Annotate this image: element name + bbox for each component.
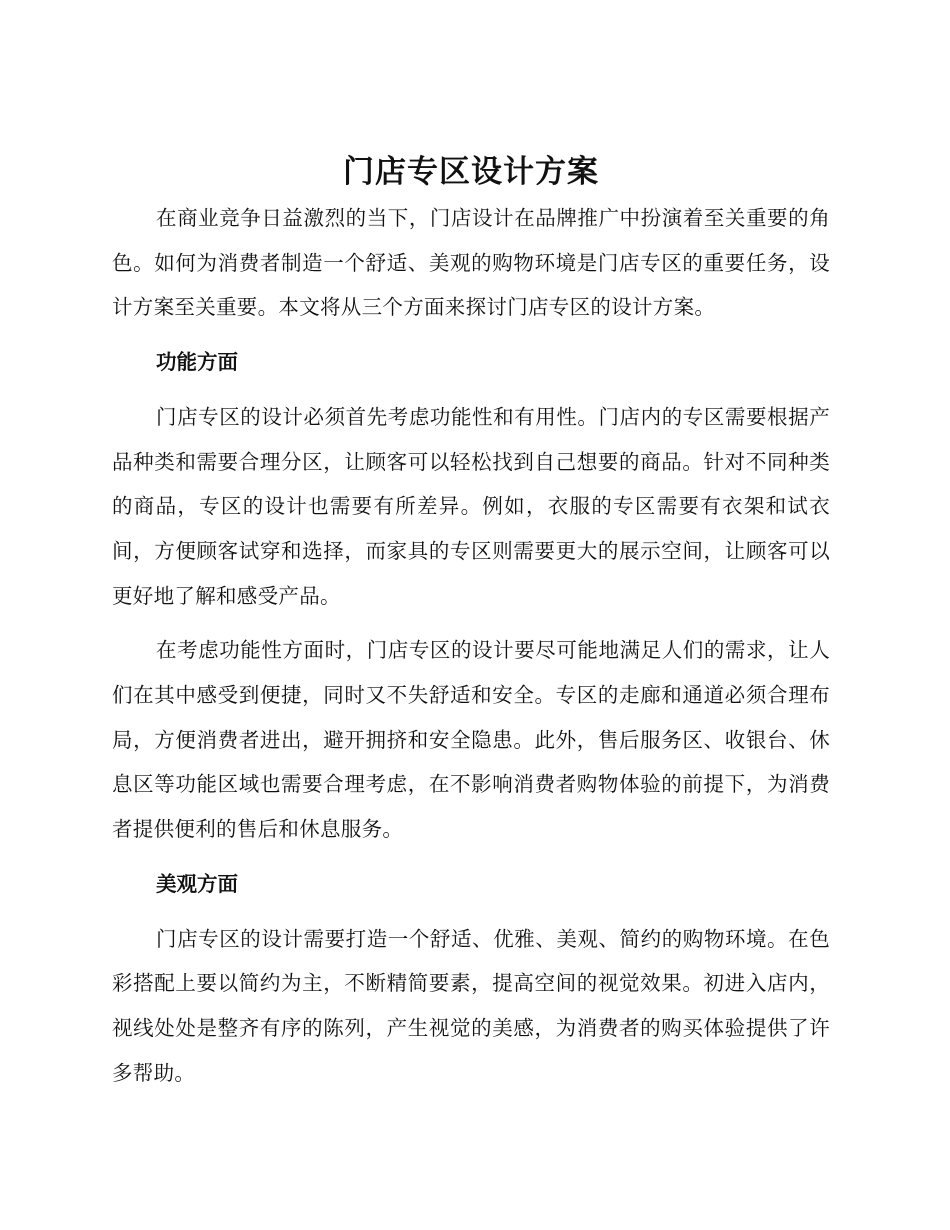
document-page — [112, 148, 830, 1095]
function-paragraph-1: 门店专区的设计必须首先考虑功能性和有用性。门店内的专区需要根据产品种类和需要合理分区，让顾客可以轻松找到自己想要的商品。针对不同种类的商品，专区的设计也需要有所差异。例如，衣服的专区需要有衣架和试衣间，方便顾客试穿和选择，而家具的专区则需要更大的展示空间，让顾客可以更好地了解和感受产品。 — [112, 404, 830, 608]
spacer — [112, 852, 830, 862]
section-heading-function: 功能方面 — [156, 350, 238, 375]
spacer — [112, 907, 830, 917]
spacer — [112, 618, 830, 628]
section-heading-aesthetics: 美观方面 — [156, 871, 238, 896]
spacer — [112, 385, 830, 395]
spacer — [112, 330, 830, 340]
aesthetics-paragraph-1: 门店专区的设计需要打造一个舒适、优雅、美观、简约的购物环境。在色彩搭配上要以简约为主，不断精简要素，提高空间的视觉效果。初进入店内，视线处处是整齐有序的陈列，产生视觉的美感，为消费者的购买体验提供了许多帮助。 — [112, 926, 830, 1085]
function-paragraph-2: 在考虑功能性方面时，门店专区的设计要尽可能地满足人们的需求，让人们在其中感受到便捷，同时又不失舒适和安全。专区的走廊和通道必须合理布局，方便消费者进出，避开拥挤和安全隐患。此外，售后服务区、收银台、休息区等功能区域也需要合理考虑，在不影响消费者购物体验的前提下，为消费者提供便利的售后和休息服务。 — [112, 638, 830, 842]
document-title: 门店专区设计方案 — [343, 154, 599, 190]
intro-paragraph: 在商业竞争日益激烈的当下，门店设计在品牌推广中扮演着至关重要的角色。如何为消费者制造一个舒适、美观的购物环境是门店专区的重要任务，设计方案至关重要。本文将从三个方面来探讨门店专区的设计方案。 — [112, 206, 830, 320]
